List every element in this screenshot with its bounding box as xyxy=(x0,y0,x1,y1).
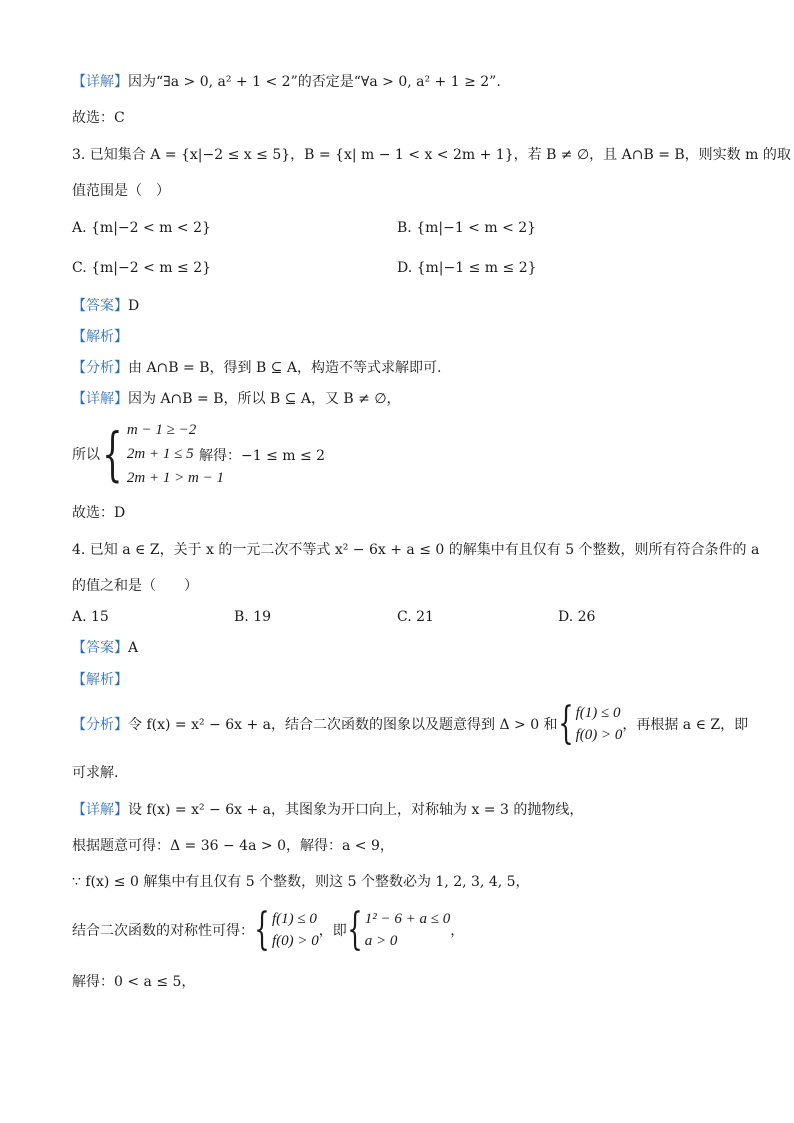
symmetry-mid: ，即 xyxy=(318,923,347,939)
q4-final: 解得：0 < a ≤ 5， xyxy=(72,974,196,990)
answer-value: A xyxy=(128,640,139,656)
q4-analysis xyxy=(72,698,749,749)
choose-c: 故选：C xyxy=(72,110,125,126)
q3-option-a: A. {m|−2 < m < 2} xyxy=(72,220,211,236)
system-row-3: 2m + 1 > m − 1 xyxy=(126,470,224,486)
q3-analysis xyxy=(72,358,441,378)
symmetry-row-1: f(1) ≤ 0 xyxy=(272,911,317,927)
q3-option-d: D. {m|−1 ≤ m ≤ 2} xyxy=(397,260,537,276)
q3-answer xyxy=(72,296,139,316)
q4-symmetry xyxy=(72,904,465,955)
q3-analysis-heading: 【解析】 xyxy=(72,329,128,345)
q3-solve: 解得：−1 ≤ m ≤ 2 xyxy=(199,448,326,464)
left-brace-icon: { xyxy=(557,698,574,749)
symmetry-system-1 xyxy=(272,908,319,952)
negation-text: 因为“∃a > 0, a² + 1 < 2”的否定是“∀a > 0, a² + 1 ≥ 2”. xyxy=(128,74,501,90)
q4-option-c: C. 21 xyxy=(397,609,434,625)
answer-tag: 【答案】 xyxy=(72,640,128,656)
symmetry-system-2 xyxy=(365,908,450,952)
q3-stem-1: 3. 已知集合 A = {x|−2 ≤ x ≤ 5}，B = {x| m − 1 < x < 2m + 1}，若 B ≠ ∅，且 A∩B = B，则实数 m 的取 xyxy=(72,147,791,163)
detail-text: 因为 A∩B = B，所以 B ⊆ A，又 B ≠ ∅， xyxy=(128,391,401,407)
q4-option-a: A. 15 xyxy=(72,609,109,625)
analysis-tag: 【分析】 xyxy=(72,717,128,733)
system-row-1: m − 1 ≥ −2 xyxy=(126,422,197,438)
q3-option-b: B. {m|−1 < m < 2} xyxy=(397,220,537,236)
system-prefix: 所以 xyxy=(72,447,100,463)
symmetry-row-4: a > 0 xyxy=(364,933,398,949)
q4-option-d: D. 26 xyxy=(558,609,596,625)
q4-because: ∵ f(x) ≤ 0 解集中有且仅有 5 个整数，则这 5 个整数必为 1, 2, 3, 4, 5， xyxy=(72,874,530,890)
q4-option-b: B. 19 xyxy=(234,609,272,625)
analysis-system-row-1: f(1) ≤ 0 xyxy=(575,705,621,721)
analysis-tag: 【分析】 xyxy=(72,360,128,376)
analysis-text-post: ，再根据 a ∈ Z，即 xyxy=(622,717,749,733)
q4-stem-2: 的值之和是（ ） xyxy=(72,578,198,594)
left-brace-icon: { xyxy=(347,904,363,955)
symmetry-end: ， xyxy=(450,923,465,939)
detail-line-1 xyxy=(72,72,501,92)
analysis-text-pre: 令 f(x) = x² − 6x + a，结合二次函数的图象以及题意得到 Δ > 0 和 xyxy=(128,717,558,733)
q4-stem-1: 4. 已知 a ∈ Z，关于 x 的一元二次不等式 x² − 6x + a ≤ 0 的解集中有且仅有 5 个整数，则所有符合条件的 a xyxy=(72,542,760,558)
q4-answer xyxy=(72,638,138,658)
answer-value: D xyxy=(128,298,140,314)
analysis-system xyxy=(576,702,623,746)
symmetry-row-2: f(0) > 0 xyxy=(272,933,319,949)
detail-tag: 【详解】 xyxy=(72,802,128,818)
detail-tag: 【详解】 xyxy=(72,74,128,90)
symmetry-row-3: 1² − 6 + a ≤ 0 xyxy=(364,911,451,927)
q4-analysis-heading: 【解析】 xyxy=(72,672,128,688)
q3-stem-2: 值范围是（ ） xyxy=(72,183,170,199)
q3-choose: 故选：D xyxy=(72,505,126,521)
q4-analysis-end: 可求解. xyxy=(72,765,119,781)
left-brace-icon: { xyxy=(102,420,123,488)
q4-detail xyxy=(72,800,583,820)
answer-tag: 【答案】 xyxy=(72,298,128,314)
analysis-system-row-2: f(0) > 0 xyxy=(575,727,623,743)
symmetry-prefix: 结合二次函数的对称性可得： xyxy=(72,923,254,939)
q3-detail xyxy=(72,389,401,409)
left-brace-icon: { xyxy=(254,904,270,955)
analysis-text: 由 A∩B = B，得到 B ⊆ A，构造不等式求解即可. xyxy=(128,360,442,376)
system-row-2: 2m + 1 ≤ 5 xyxy=(126,446,194,462)
detail-tag: 【详解】 xyxy=(72,391,128,407)
detail-text: 设 f(x) = x² − 6x + a，其图象为开口向上，对称轴为 x = 3 的抛物线， xyxy=(128,802,584,818)
q4-delta: 根据题意可得：Δ = 36 − 4a > 0，解得：a < 9， xyxy=(72,838,394,854)
q3-option-c: C. {m|−2 < m ≤ 2} xyxy=(72,260,212,276)
